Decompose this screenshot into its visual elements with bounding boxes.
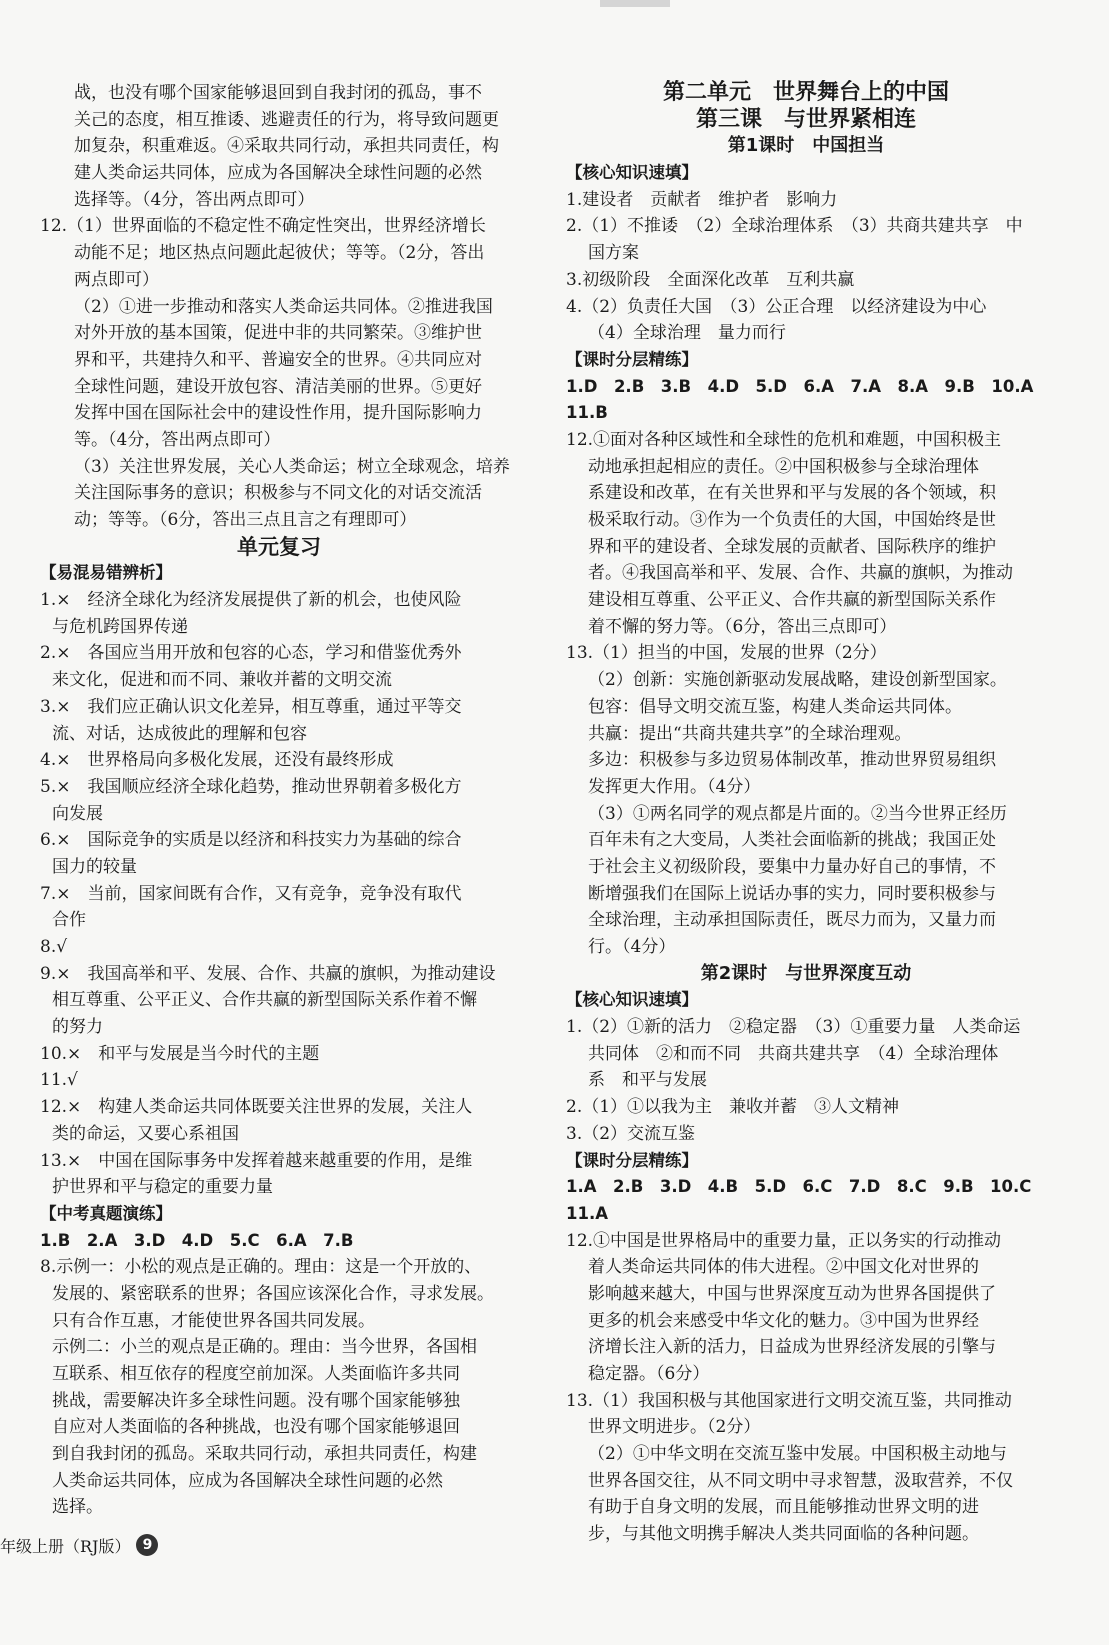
left-text-line: 加复杂，积重难返。④采取共同行动，承担共同责任，构 (74, 136, 499, 157)
left-text-line: 自应对人类面临的各种挑战，也没有哪个国家能够退回 (52, 1417, 460, 1438)
left-text-line: 界和平，共建持久和平、普遍安全的世界。④共同应对 (74, 349, 482, 370)
right-text-line: 11.B (566, 403, 608, 423)
left-text-line: （3）关注世界发展，关心人类命运；树立全球观念，培养 (74, 456, 510, 477)
right-text-line: 【核心知识速填】 (566, 163, 698, 183)
right-text-line: 着人类命运共同体的伟大进程。②中国文化对世界的 (588, 1257, 979, 1278)
right-text-line: 共同体 ②和而不同 共商共建共享 （4）全球治理体 (588, 1043, 999, 1064)
right-text-line: 着不懈的努力等。（6分，答出三点即可） (588, 616, 897, 637)
right-text-line: 11.A (566, 1203, 608, 1223)
right-text-line: 13.（1）担当的中国，发展的世界（2分） (566, 643, 887, 664)
right-text-line: 发挥更大作用。（4分） (588, 776, 761, 797)
left-text-line: 6.× 国际竞争的实质是以经济和科技实力为基础的综合 (40, 830, 462, 851)
left-text-line: 人类命运共同体，应成为各国解决全球性问题的必然 (52, 1470, 443, 1491)
left-text-line: 动能不足；地区热点问题此起彼伏；等等。（2分，答出 (74, 243, 485, 264)
left-text-line: 8.√ (40, 937, 68, 957)
left-text-line: 向发展 (52, 803, 103, 824)
left-text-line: 建人类命运共同体，应成为各国解决全球性问题的必然 (74, 163, 482, 184)
left-text-line: 相互尊重、公平正义、合作共赢的新型国际关系作着不懈 (52, 990, 477, 1011)
right-text-line: 建设相互尊重、公平正义、合作共赢的新型国际关系作 (588, 590, 996, 611)
left-text-line: 的努力 (52, 1017, 103, 1038)
right-text-line: 百年未有之大变局，人类社会面临新的挑战；我国正处 (588, 830, 996, 851)
left-text-line: 关注国际事务的意识；积极参与不同文化的对话交流活 (74, 483, 482, 504)
left-text-line: 3.× 我们应正确认识文化差异，相互尊重，通过平等交 (40, 696, 462, 717)
left-text-line: 1.× 经济全球化为经济发展提供了新的机会，也使风险 (40, 590, 462, 611)
left-text-line: 12.（1）世界面临的不稳定性不确定性突出，世界经济增长 (40, 216, 486, 237)
right-text-line: 2.（1）不推诿 （2）全球治理体系 （3）共商共建共享 中 (566, 216, 1023, 237)
right-text-line: 第三课 与世界紧相连 (695, 106, 916, 132)
left-text-line: 【中考真题演练】 (40, 1203, 172, 1223)
left-text-line: 互联系、相互依存的程度空前加深。人类面临许多共同 (52, 1364, 460, 1384)
right-text-line: 断增强我们在国际上说话办事的实力，同时要积极参与 (588, 883, 996, 904)
right-text-line: （4）全球治理 量力而行 (588, 323, 786, 344)
left-text-line: 选择。 (52, 1497, 103, 1518)
right-text-line: 世界文明进步。（2分） (588, 1417, 761, 1438)
left-text-line: 与危机跨国界传递 (52, 616, 188, 637)
right-text-line: 国方案 (588, 243, 639, 264)
right-text-line: 1.（2）①新的活力 ②稳定器 （3）①重要力量 人类命运 (566, 1017, 1021, 1038)
left-text-line: 示例二：小兰的观点是正确的。理由：当今世界，各国相 (52, 1337, 477, 1358)
right-text-line: 12.①中国是世界格局中的重要力量，正以务实的行动推动 (566, 1230, 1002, 1251)
left-text-line: 两点即可） (74, 269, 159, 290)
right-text-line: 12.①面对各种区域性和全球性的危机和难题，中国积极主 (566, 429, 1002, 450)
right-text-line: 3.初级阶段 全面深化改革 互利共赢 (566, 269, 855, 290)
right-text-line: （3）①两名同学的观点都是片面的。②当今世界正经历 (588, 803, 1007, 824)
right-text-line: 第1课时 中国担当 (727, 135, 885, 157)
left-text-line: 关己的态度，相互推诿、逃避责任的行为，将导致问题更 (74, 109, 499, 130)
right-text-line: 2.（1）①以我为主 兼收并蓄 ③人文精神 (566, 1097, 900, 1118)
page-number: 9 (136, 1534, 158, 1556)
left-text-line: 1.B 2.A 3.D 4.D 5.C 6.A 7.B (40, 1230, 354, 1250)
left-text-line: 5.× 我国顺应经济全球化趋势，推动世界朝着多极化方 (40, 776, 462, 797)
right-text-line: 【核心知识速填】 (566, 990, 698, 1010)
right-text-line: 共赢：提出“共商共建共享”的全球治理观。 (588, 723, 912, 744)
left-column (40, 80, 518, 1521)
left-text-line: 12.× 构建人类命运共同体既要关注世界的发展，关注人 (40, 1097, 473, 1118)
left-text-line: 护世界和平与稳定的重要力量 (52, 1177, 273, 1198)
right-text-line: 者。④我国高举和平、发展、合作、共赢的旗帜，为推动 (588, 563, 1013, 584)
right-text-line: 济增长注入新的活力，日益成为世界经济发展的引擎与 (588, 1337, 996, 1358)
right-text-line: 系建设和改革，在有关世界和平与发展的各个领域，积 (588, 483, 996, 504)
right-text-line: 步，与其他文明携手解决人类共同面临的各种问题。 (588, 1524, 979, 1545)
left-text-line: 【易混易错辨析】 (40, 563, 172, 583)
right-text-line: 13.（1）我国积极与其他国家进行文明交流互鉴，共同推动 (566, 1390, 1012, 1411)
left-text-line: 单元复习 (237, 534, 321, 559)
left-text-line: 2.× 各国应当用开放和包容的心态，学习和借鉴优秀外 (40, 643, 462, 664)
left-text-line: 流、对话，达成彼此的理解和包容 (52, 723, 307, 744)
right-text-line: 第二单元 世界舞台上的中国 (662, 80, 949, 105)
left-text-line: 来文化，促进和而不同、兼收并蓄的文明交流 (52, 670, 392, 691)
left-text-line: 到自我封闭的孤岛。采取共同行动，承担共同责任，构建 (52, 1444, 477, 1465)
left-text-line: 4.× 世界格局向多极化发展，还没有最终形成 (40, 750, 394, 771)
right-text-line: 1.D 2.B 3.B 4.D 5.D 6.A 7.A 8.A 9.B 10.A (566, 376, 1034, 396)
left-text-line: 9.× 我国高举和平、发展、合作、共赢的旗帜，为推动建设 (40, 963, 496, 984)
right-text-line: 【课时分层精练】 (566, 349, 698, 369)
right-text-line: 动地承担起相应的责任。②中国积极参与全球治理体 (588, 456, 979, 477)
right-text-line: 包容：倡导文明交流互鉴，构建人类命运共同体。 (588, 696, 962, 717)
right-text-line: 于社会主义初级阶段，要集中力量办好自己的事情，不 (588, 856, 996, 877)
left-text-line: 11.√ (40, 1070, 78, 1091)
left-text-line: 合作 (52, 910, 86, 931)
right-text-line: 稳定器。（6分） (588, 1364, 710, 1384)
left-text-line: 国力的较量 (52, 856, 137, 877)
left-text-line: 对外开放的基本国策，促进中非的共同繁荣。③维护世 (74, 323, 482, 344)
right-text-line: 极采取行动。③作为一个负责任的大国，中国始终是世 (588, 510, 996, 530)
right-column (566, 80, 1046, 1548)
left-text-line: 等。（4分，答出两点即可） (74, 429, 281, 450)
left-text-line: 10.× 和平与发展是当今时代的主题 (40, 1043, 320, 1064)
right-text-line: 世界各国交往，从不同文明中寻求智慧，汲取营养，不仅 (588, 1470, 1013, 1491)
right-text-line: （2）①中华文明在交流互鉴中发展。中国积极主动地与 (588, 1444, 1007, 1465)
right-text-line: 4.（2）负责任大国 （3）公正合理 以经济建设为中心 (566, 296, 987, 317)
right-text-line: 3.（2）交流互鉴 (566, 1123, 696, 1144)
left-text-line: 13.× 中国在国际事务中发挥着越来越重要的作用，是维 (40, 1150, 473, 1171)
left-text-line: 7.× 当前，国家间既有合作，又有竞争，竞争没有取代 (40, 883, 462, 904)
right-text-line: 全球治理，主动承担国际责任，既尽力而为，又量力而 (588, 910, 996, 931)
right-text-line: 第2课时 与世界深度互动 (700, 962, 912, 984)
top-edge-mark (600, 0, 670, 7)
left-text-line: 全球性问题，建设开放包容、清洁美丽的世界。⑤更好 (74, 376, 482, 397)
right-text-line: （2）创新：实施创新驱动发展战略，建设创新型国家。 (588, 670, 1007, 691)
left-text-line: 发展的、紧密联系的世界；各国应该深化合作，寻求发展。 (52, 1283, 494, 1304)
right-text-line: 界和平的建设者、全球发展的贡献者、国际秩序的维护 (588, 536, 996, 557)
left-text-line: 动；等等。（6分，答出三点且言之有理即可） (74, 510, 417, 530)
right-text-line: 1.A 2.B 3.D 4.B 5.D 6.C 7.D 8.C 9.B 10.C (566, 1177, 1032, 1197)
right-text-line: 系 和平与发展 (588, 1070, 707, 1091)
footer-book-label: 年级上册（RJ版） (0, 1536, 131, 1556)
left-text-line: 只有合作互惠，才能使世界各国共同发展。 (52, 1310, 375, 1331)
left-text-line: （2）①进一步推动和落实人类命运共同体。②推进我国 (74, 296, 493, 317)
right-text-line: 行。（4分） (588, 937, 676, 957)
left-text-line: 选择等。（4分，答出两点即可） (74, 189, 315, 210)
left-text-line: 战，也没有哪个国家能够退回到自我封闭的孤岛，事不 (74, 83, 482, 103)
right-text-line: 1.建设者 贡献者 维护者 影响力 (566, 189, 838, 210)
page-footer (0, 1530, 158, 1560)
right-text-line: 有助于自身文明的发展，而且能够推动世界文明的进 (588, 1497, 979, 1518)
right-text-line: 影响越来越大，中国与世界深度互动为世界各国提供了 (588, 1283, 996, 1304)
left-text-line: 8.示例一：小松的观点是正确的。理由：这是一个开放的、 (40, 1257, 482, 1278)
left-text-line: 挑战，需要解决许多全球性问题。没有哪个国家能够独 (52, 1390, 460, 1411)
left-text-line: 类的命运，又要心系祖国 (52, 1123, 239, 1144)
right-text-line: 更多的机会来感受中华文化的魅力。③中国为世界经 (588, 1310, 979, 1331)
right-text-line: 【课时分层精练】 (566, 1150, 698, 1170)
left-text-line: 发挥中国在国际社会中的建设性作用，提升国际影响力 (74, 403, 482, 424)
right-text-line: 多边：积极参与多边贸易体制改革，推动世界贸易组织 (588, 750, 996, 771)
